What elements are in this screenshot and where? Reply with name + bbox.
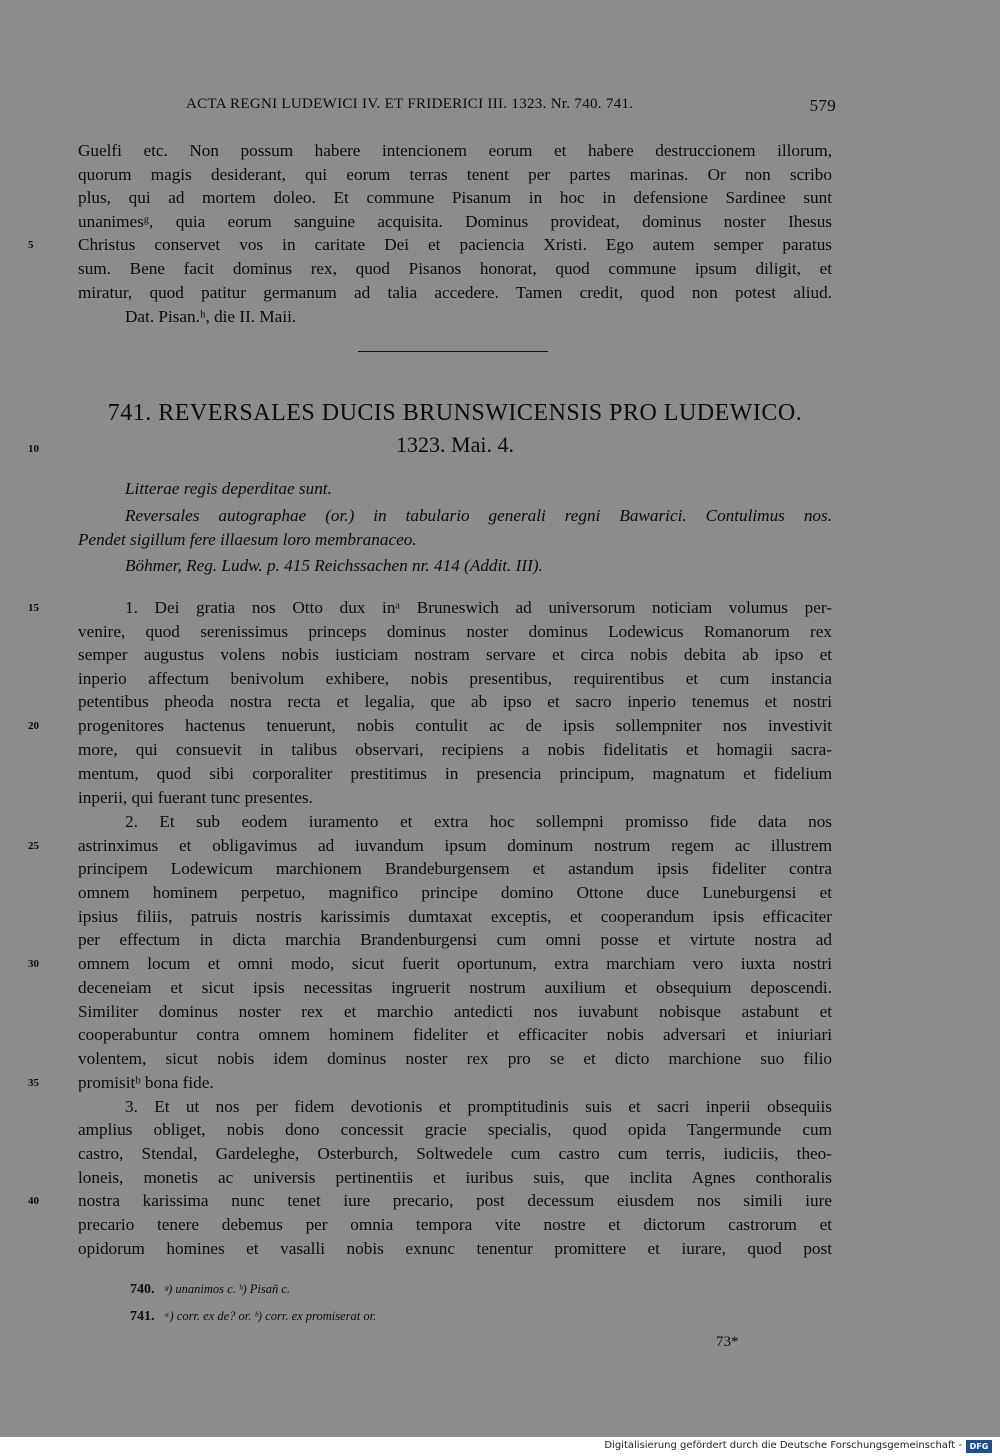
text-line: ipsius filiis, patruis nostris karissimis dumtaxat exceptis, et cooperandum ipsis efficaciter [78, 907, 832, 926]
footnote-741 [130, 1309, 376, 1325]
signature-mark: 73* [716, 1334, 739, 1350]
text-line: amplius obliget, nobis dono concessit gracie specialis, quod opida Tangermunde cum [78, 1120, 832, 1139]
text-line: principem Lodewicum marchionem Brandeburgensem et astandum ipsis fideliter contra [78, 859, 832, 878]
footnote-text: ᵍ) unanimos c. ʰ) Pisañ c. [164, 1282, 291, 1296]
text-line: nostra karissima nunc tenet iure precario, post decessum eiusdem nos simili iure [78, 1191, 832, 1210]
dating-clause: Dat. Pisan.ʰ, die II. Maii. [125, 307, 297, 326]
footer-bar [0, 1437, 1000, 1456]
header-title: ACTA REGNI LUDEWICI IV. ET FRIDERICI III. 1323. Nr. 740. 741. [186, 96, 634, 112]
text-line: omnem locum et omni modo, sicut fuerit oportunum, extra marchiam vero iuxta nostri [78, 954, 832, 973]
source-note: Pendet sigillum fere illaesum loro membranaceo. [78, 530, 417, 549]
line-number: 15 [28, 602, 39, 614]
source-note: Reversales autographae (or.) in tabulario generali regni Bawarici. Contulimus nos. [125, 506, 832, 525]
text-line: 3. Et ut nos per fidem devotionis et promptitudinis suis et sacri inperii obsequiis [125, 1097, 832, 1116]
text-line: mentum, quod sibi corporaliter prestitimus in presencia principum, magnatum et fidelium [78, 764, 832, 783]
text-line: Similiter dominus noster rex et marchio antedicti nos iuvabunt nobisque astabunt et [78, 1002, 832, 1021]
text-line: miratur, quod patitur germanum ad talia accedere. Tamen credit, quod non potest aliud. [78, 283, 832, 302]
footer-credit: Digitalisierung gefördert durch die Deutsche Forschungsgemeinschaft - [604, 1440, 962, 1451]
text-line: loneis, monetis ac universis pertinentiis et iuribus suis, que inclita Agnes conthoralis [78, 1168, 832, 1187]
footnote-text: ᵃ) corr. ex de? or. ᵇ) corr. ex promiserat or. [164, 1309, 377, 1323]
text-line: promisitᵇ bona fide. [78, 1073, 214, 1092]
text-line: Guelfi etc. Non possum habere intencionem eorum et habere destruccionem illorum, [78, 141, 832, 160]
text-line: venire, quod serenissimus princeps dominus noster dominus Lodewicus Romanorum rex [78, 622, 832, 641]
line-number: 30 [28, 958, 39, 970]
text-line: astrinximus et obligavimus ad iuvandum ipsum dominum nostrum regem ac illustrem [78, 836, 832, 855]
page-number: 579 [809, 96, 836, 115]
line-number: 10 [28, 443, 39, 455]
source-note: Böhmer, Reg. Ludw. p. 415 Reichssachen nr. 414 (Addit. III). [125, 556, 543, 575]
text-line: quorum magis desiderant, qui eorum terras tenent per partes marinas. Or non scribo [78, 165, 832, 184]
document-date: 1323. Mai. 4. [396, 432, 514, 457]
text-line: castro, Stendal, Gardeleghe, Osterburch, Soltwedele cum castro cum terris, iudiciis, theo- [78, 1144, 832, 1163]
source-note: Litterae regis deperditae sunt. [125, 479, 332, 498]
line-number: 20 [28, 720, 39, 732]
text-line: 2. Et sub eodem iuramento et extra hoc sollempni promisso fide data nos [125, 812, 832, 831]
footnote-number: 740. [130, 1282, 155, 1297]
text-line: sum. Bene facit dominus rex, quod Pisanos honorat, quod commune ipsum diligit, et [78, 259, 832, 278]
text-line: omnem hominem perpetuo, magnifico principe domino Ottone duce Luneburgensi et [78, 883, 832, 902]
text-line: inperio affectum benivolum exhibere, nobis presentibus, requirentibus et cum instancia [78, 669, 832, 688]
text-line: petentibus pheoda nostra recta et legalia, que ab ipso et sacro inperio tenemus et nostri [78, 692, 832, 711]
text-line: progenitores hactenus tenuerunt, nobis contulit ac de ipsis sollempniter nos investivit [78, 716, 832, 735]
line-number: 5 [28, 239, 34, 251]
text-line: volentem, sicut nobis idem dominus noster rex pro se et dicto marchione suo filio [78, 1049, 832, 1068]
text-line: per effectum in dicta marchia Brandenburgensi cum omni posse et virtute nostra ad [78, 930, 832, 949]
line-number: 40 [28, 1195, 39, 1207]
document-title: 741. REVERSALES DUCIS BRUNSWICENSIS PRO LUDEWICO. [107, 400, 803, 426]
text-line: deceneiam et sicut ipsis necessitas ingruerit nostrum auxilium et obsequium deposcendi. [78, 978, 832, 997]
dfg-logo: DFG [966, 1440, 992, 1453]
text-line: plus, qui ad mortem doleo. Et commune Pisanum in hoc in defensione Sardinee sunt [78, 188, 832, 207]
text-line: precario tenere debemus per omnia tempora vite nostre et dictorum castrorum et [78, 1215, 832, 1234]
text-line: opidorum homines et vasalli nobis exnunc tenentur promittere et iurare, quod post [78, 1239, 832, 1258]
text-line: unanimesᵍ, quia eorum sanguine acquisita. Dominus provideat, dominus noster Ihesus [78, 212, 832, 231]
text-line: cooperabuntur contra omnem hominem fideliter et efficaciter nobis adversari et iniuriari [78, 1025, 832, 1044]
line-number: 25 [28, 840, 39, 852]
section-divider [358, 351, 548, 352]
footnote-740 [130, 1282, 290, 1298]
text-line: 1. Dei gratia nos Otto dux inᵃ Bruneswich ad universorum noticiam volumus per- [125, 598, 832, 617]
text-line: semper augustus volens nobis iusticiam nostram servare et circa nobis debita ab ipso et [78, 645, 832, 664]
text-line: Christus conservet vos in caritate Dei et paciencia Xristi. Ego autem semper paratus [78, 235, 832, 254]
line-number: 35 [28, 1077, 39, 1089]
text-line: inperii, qui fuerant tunc presentes. [78, 788, 313, 807]
footnote-number: 741. [130, 1309, 155, 1324]
text-line: more, qui consuevit in talibus observari, recipiens a nobis fidelitatis et homagii sacra- [78, 740, 832, 759]
